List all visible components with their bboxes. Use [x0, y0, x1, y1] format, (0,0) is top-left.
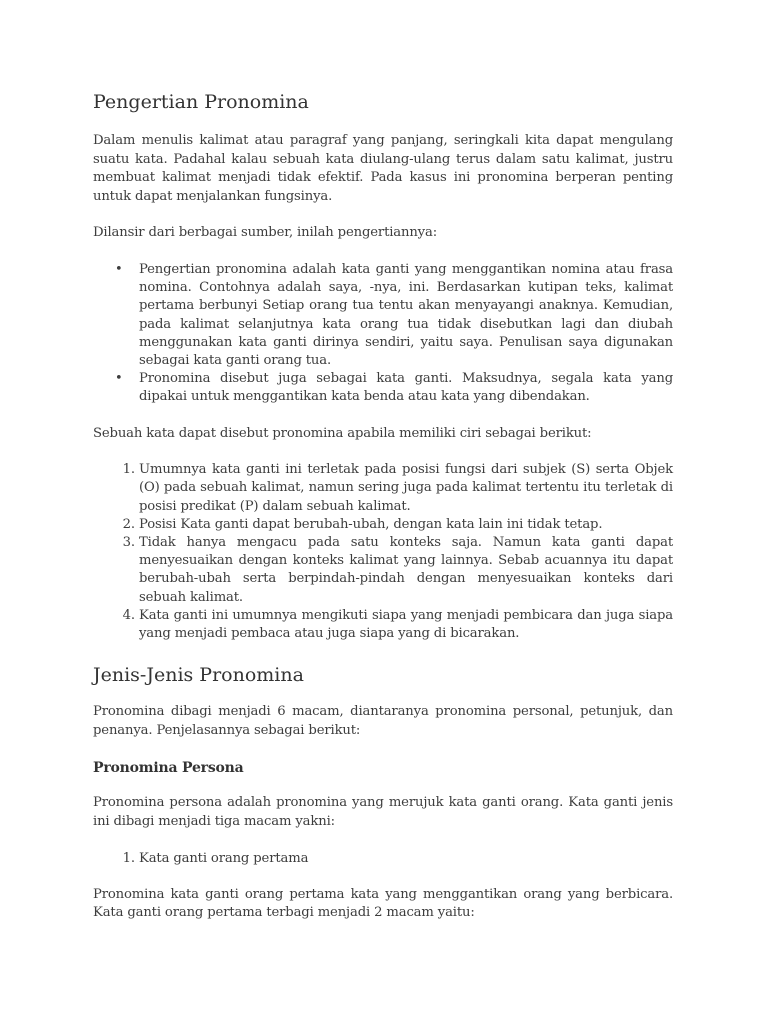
list-item: 1. Kata ganti orang pertama [139, 850, 673, 868]
paragraph-dilansir: Dilansir dari berbagai sumber, inilah pengertiannya: [93, 225, 437, 241]
list-item: • Pengertian pronomina adalah kata ganti yang menggantikan nomina atau frasa nomina. Contohnya adalah saya, -nya, ini. Berdasarkan kutipan teks, kalimat pertama berbunyi Setiap orang tua tentu akan menyayangi anaknya. Kemudian, pada kalimat selanjutnya kata orang tua tidak disebutkan lagi dan diubah menggunakan kata ganti dirinya sendiri, yaitu saya. Penulisan saya digunakan sebagai kata ganti orang tua. [139, 261, 673, 370]
heading-jenis-jenis-pronomina: Jenis-Jenis Pronomina [93, 664, 304, 687]
list-item: 2. Posisi Kata ganti dapat berubah-ubah, dengan kata lain ini tidak tetap. [139, 516, 673, 534]
bullet-list-pengertian [93, 261, 673, 407]
list-item: 1. Umumnya kata ganti ini terletak pada posisi fungsi dari subjek (S) serta Objek (O) pada sebuah kalimat, namun sering juga pada kalimat tertentu itu terletak di posisi predikat (P) dalam sebuah kalimat. [139, 461, 673, 516]
paragraph-persona: Pronomina persona adalah pronomina yang merujuk kata ganti orang. Kata ganti jenis ini dibagi menjadi tiga macam yakni: [93, 795, 673, 829]
list-item: 3. Tidak hanya mengacu pada satu konteks saja. Namun kata ganti dapat menyesuaikan dengan konteks kalimat yang lainnya. Sebab acuannya itu dapat berubah-ubah serta berpindah-pindah dengan menyesuaikan konteks dari sebuah kalimat. [139, 534, 673, 607]
heading-pronomina-persona: Pronomina Persona [93, 760, 244, 777]
document-page [93, 88, 673, 941]
heading-pengertian-pronomina: Pengertian Pronomina [93, 91, 309, 113]
list-item: • Pronomina disebut juga sebagai kata ganti. Maksudnya, segala kata yang dipakai untuk menggantikan kata benda atau kata yang dibendakan. [139, 370, 673, 406]
paragraph-orang-pertama: Pronomina kata ganti orang pertama kata yang menggantikan orang yang berbicara. Kata ganti orang pertama terbagi menjadi 2 macam yaitu: [93, 886, 673, 921]
numbered-list-ciri [93, 461, 673, 643]
list-item: 4. Kata ganti ini umumnya mengikuti siapa yang menjadi pembicara dan juga siapa yang menjadi pembaca atau juga siapa yang di bicarakan. [139, 607, 673, 643]
paragraph-ciri-intro: Sebuah kata dapat disebut pronomina apabila memiliki ciri sebagai berikut: [93, 425, 592, 441]
numbered-list-persona [93, 850, 673, 868]
paragraph-intro: Dalam menulis kalimat atau paragraf yang panjang, seringkali kita dapat mengulang suatu kata. Padahal kalau sebuah kata diulang-ulang terus dalam satu kalimat, justru membuat kalimat menjadi tidak efektif. Pada kasus ini pronomina berperan penting untuk dapat menjalankan fungsinya. [93, 133, 673, 204]
paragraph-jenis-intro: Pronomina dibagi menjadi 6 macam, diantaranya pronomina personal, petunjuk, dan penanya. Penjelasannya sebagai berikut: [93, 704, 673, 738]
